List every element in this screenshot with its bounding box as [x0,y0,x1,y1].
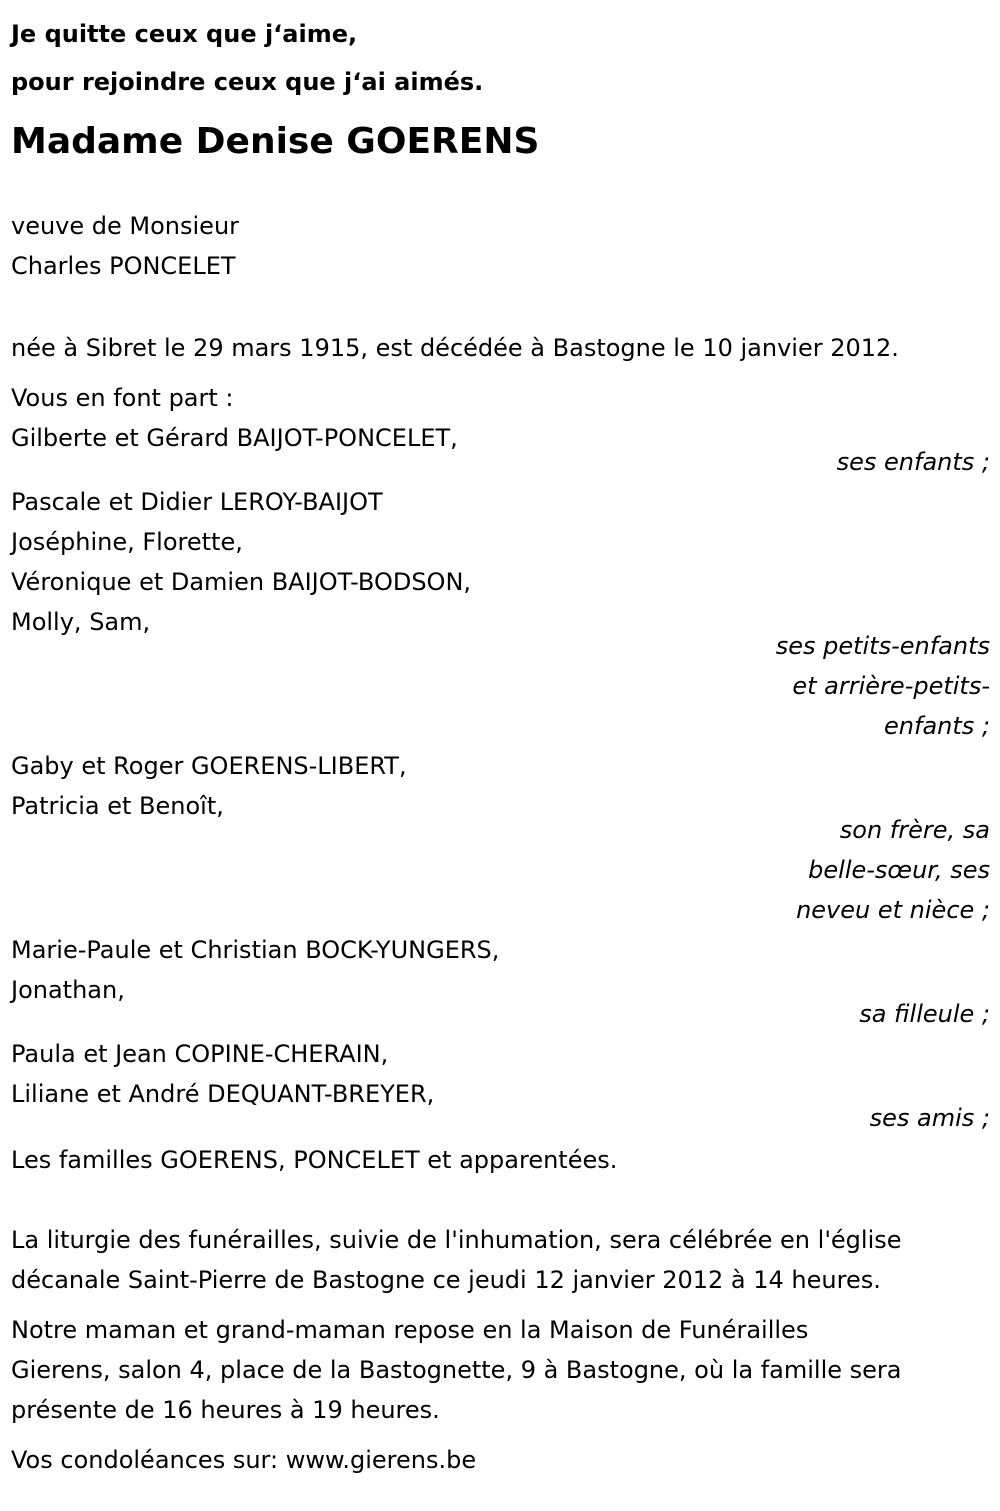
rest-line-1: Notre maman et grand-maman repose en la Maison de Funérailles [11,1316,809,1344]
epigraph [11,0,990,106]
family-name-line: Liliane et André DEQUANT-BREYER, [11,1080,435,1108]
rest-details [11,1310,990,1430]
rest-line-3: présente de 16 heures à 19 heures. [11,1396,440,1424]
funeral-details [11,1220,990,1300]
family-name-line: Marie-Paule et Christian BOCK-YUNGERS, [11,936,500,964]
family-group-children [11,418,990,482]
funeral-line-2: décanale Saint-Pierre de Bastogne ce jeudi 12 janvier 2012 à 14 heures. [11,1266,881,1294]
relation-line: sa filleule ; [859,1000,990,1028]
relation-line: son frère, sa [839,816,990,844]
condolences-line: Vos condoléances sur: www.gierens.be [11,1446,477,1474]
announcement: Vous en font part : [11,384,234,412]
relation-line: ses petits-enfants [775,632,990,660]
funeral-line-1: La liturgie des funérailles, suivie de l'inhumation, sera célébrée en l'église [11,1226,902,1254]
birth-death: née à Sibret le 29 mars 1915, est décédée à Bastogne le 10 janvier 2012. [11,334,899,362]
family-name-line: Patricia et Benoît, [11,792,224,820]
epigraph-line-1: Je quitte ceux que j‘aime, [11,20,358,48]
widow-of-line-2: Charles PONCELET [11,252,236,280]
family-group-siblings [11,746,990,930]
relation-label [11,626,990,746]
family-group-friends [11,1034,990,1138]
deceased-name: Madame Denise GOERENS [11,121,540,162]
widow-of [11,206,990,286]
relation-line: ses enfants ; [836,448,990,476]
family-group-grandchildren [11,482,990,746]
family-name-line: Jonathan, [11,976,125,1004]
epigraph-line-2: pour rejoindre ceux que j‘ai aimés. [11,68,484,96]
relation-line: enfants ; [884,712,990,740]
rest-line-2: Gierens, salon 4, place de la Bastognette, 9 à Bastogne, où la famille sera [11,1356,902,1384]
family-name-line: Gaby et Roger GOERENS-LIBERT, [11,752,407,780]
family-group-goddaughter [11,930,990,1034]
widow-of-line-1: veuve de Monsieur [11,212,240,240]
relation-line: belle-sœur, ses [808,856,990,884]
family-name-line: Véronique et Damien BAIJOT-BODSON, [11,568,472,596]
family-name-line: Gilberte et Gérard BAIJOT-PONCELET, [11,424,458,452]
relation-label [11,994,990,1034]
family-name-line: Pascale et Didier LEROY-BAIJOT [11,488,383,516]
relation-label [11,810,990,930]
relation-line: et arrière-petits- [792,672,990,700]
family-name-line: Joséphine, Florette, [11,528,243,556]
relation-line: ses amis ; [869,1104,990,1132]
families-line: Les familles GOERENS, PONCELET et apparentées. [11,1146,618,1174]
family-name-line: Paula et Jean COPINE-CHERAIN, [11,1040,389,1068]
family-name-line: Molly, Sam, [11,608,151,636]
relation-line: neveu et nièce ; [796,896,990,924]
